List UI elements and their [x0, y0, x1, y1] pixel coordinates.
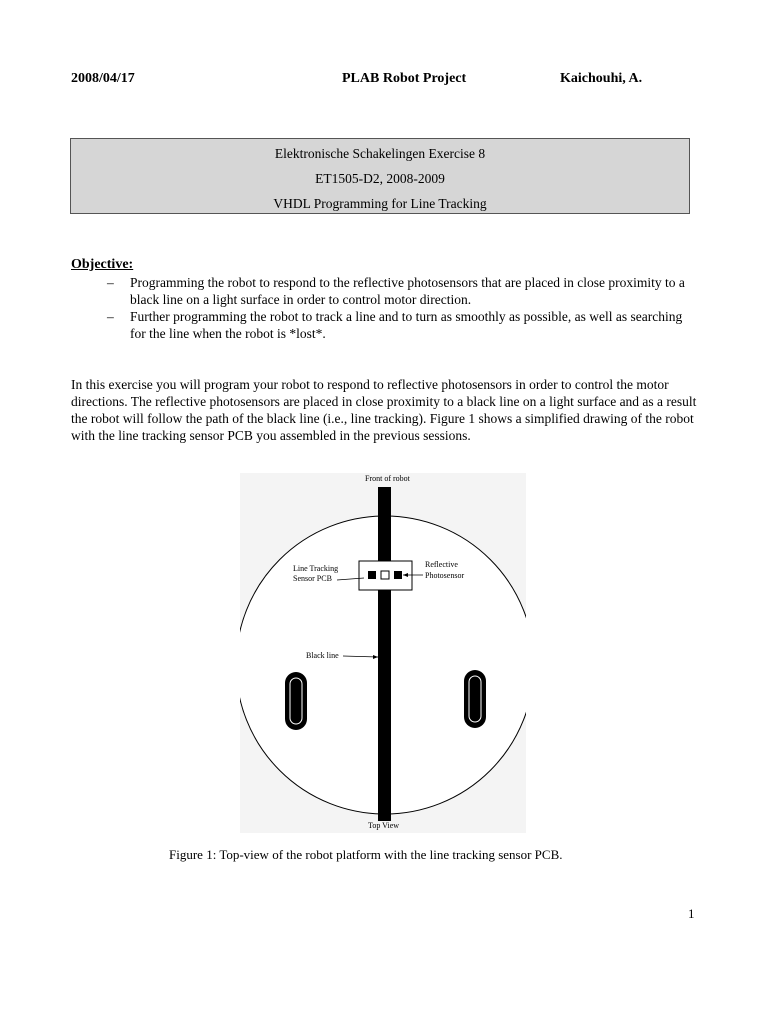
- label-sensor-line2: Photosensor: [425, 571, 465, 580]
- label-black-line: Black line: [306, 651, 339, 660]
- bullet-dash: –: [107, 309, 114, 324]
- header-project-title: PLAB Robot Project: [342, 71, 467, 86]
- objective-item-text: Further programming the robot to track a line and to turn as smoothly as possible, as well as searching for the line when the robot is *lost*.: [130, 309, 683, 341]
- objective-item-text: Programming the robot to respond to the reflective photosensors that are placed in close proximity to a black line on a light surface in order to control motor direction.: [130, 275, 685, 307]
- black-line: [378, 487, 391, 821]
- label-front-of-robot: Front of robot: [365, 474, 410, 483]
- objective-heading: Objective:: [71, 257, 134, 272]
- objective-list: [71, 274, 701, 342]
- header-date: 2008/04/17: [71, 71, 135, 86]
- photosensor-left: [368, 571, 376, 579]
- photosensor-right: [394, 571, 402, 579]
- label-sensor-line1: Reflective: [425, 560, 458, 569]
- objective-item: [71, 274, 701, 308]
- title-line-topic: VHDL Programming for Line Tracking: [273, 196, 487, 211]
- figure-caption: Figure 1: Top-view of the robot platform with the line tracking sensor PCB.: [169, 847, 563, 862]
- bullet-dash: –: [107, 275, 114, 290]
- label-pcb-line1: Line Tracking: [293, 564, 339, 573]
- robot-diagram: [240, 473, 526, 833]
- left-wheel: [285, 672, 307, 730]
- robot-top-view-figure: [240, 473, 526, 833]
- photosensor-center: [381, 571, 389, 579]
- title-line-code: ET1505-D2, 2008-2009: [315, 171, 445, 186]
- exercise-title-box: [70, 138, 690, 214]
- label-top-view: Top View: [368, 821, 400, 830]
- page-number: 1: [688, 906, 695, 921]
- intro-paragraph: In this exercise you will program your robot to respond to reflective photosensors in order to control the motor directions. The reflective photosensors are placed in close proximity to a black line on a light surface and as a result the robot will follow the path of the black line (i.e., line tracking). Figure 1 shows a simplified drawing of the robot with the line tracking sensor PCB you assembled in the previous sessions.: [71, 377, 697, 443]
- objective-item: [71, 308, 701, 342]
- label-pcb-line2: Sensor PCB: [293, 574, 332, 583]
- title-line-course: Elektronische Schakelingen Exercise 8: [274, 146, 486, 161]
- right-wheel: [464, 670, 486, 728]
- header-author: Kaichouhi, A.: [560, 71, 643, 86]
